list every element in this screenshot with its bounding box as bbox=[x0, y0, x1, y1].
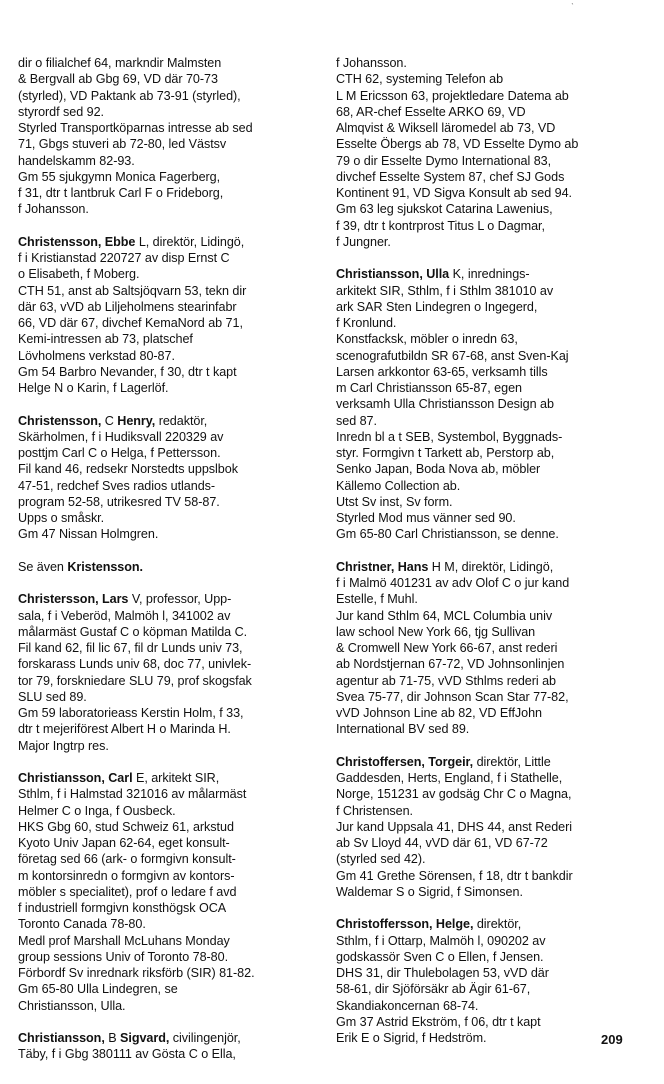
entry-text: CTH 62, systeming Telefon ab bbox=[336, 72, 504, 87]
entry-text: E, arkitekt SIR, bbox=[132, 771, 220, 785]
text-line bbox=[336, 559, 642, 575]
text-line bbox=[18, 250, 320, 266]
entry-text: (styrled), VD Paktank ab 73-91 (styrled), bbox=[18, 88, 241, 103]
text-line bbox=[18, 88, 320, 104]
text-line bbox=[18, 315, 320, 331]
text-line bbox=[336, 575, 642, 591]
text-line bbox=[336, 88, 642, 104]
entry-text: Gm 41 Grethe Sörensen, f 18, dtr t bankdir bbox=[336, 868, 573, 883]
text-line bbox=[18, 916, 320, 932]
text-line bbox=[336, 104, 642, 120]
entry-name: Henry, bbox=[117, 413, 156, 428]
entry-text: verksamh Ulla Christiansson Design ab bbox=[336, 397, 554, 412]
text-line bbox=[336, 689, 642, 705]
text-line bbox=[18, 689, 320, 705]
text-line bbox=[18, 169, 320, 185]
text-line bbox=[18, 868, 320, 884]
entry-text: Gm 59 laboratorieass Kerstin Holm, f 33, bbox=[18, 706, 244, 720]
entry-text: Gm 47 Nissan Holmgren. bbox=[18, 527, 159, 542]
text-line bbox=[336, 656, 642, 672]
entry-text: Gm 54 Barbro Nevander, f 30, dtr t kapt bbox=[18, 364, 237, 379]
entry-text: Norge, 151231 av godsäg Chr C o Magna, bbox=[336, 787, 572, 802]
entry-text: Kemi-intressen ab 73, platschef bbox=[18, 332, 193, 347]
text-line bbox=[336, 331, 642, 347]
text-line bbox=[336, 770, 642, 786]
text-line bbox=[18, 591, 320, 607]
entry-name: Christiansson, Carl bbox=[18, 771, 133, 785]
entry-text: Utst Sv inst, Sv form. bbox=[336, 494, 453, 509]
entry-text: Esselte Öbergs ab 78, VD Esselte Dymo ab bbox=[336, 137, 579, 152]
biography-entry bbox=[336, 266, 642, 542]
text-line bbox=[336, 234, 642, 250]
entry-text: Täby, f i Gbg 380111 av Gösta C o Ella, bbox=[18, 1047, 236, 1062]
text-line bbox=[336, 608, 642, 624]
biography-entry bbox=[18, 234, 320, 397]
entry-text: V, professor, Upp- bbox=[128, 592, 232, 607]
text-line bbox=[336, 868, 642, 884]
text-line bbox=[336, 478, 642, 494]
text-line bbox=[336, 169, 642, 185]
text-line bbox=[18, 234, 320, 250]
entry-text: sed 87. bbox=[336, 413, 377, 428]
entry-text: Styrled Mod mus vänner sed 90. bbox=[336, 511, 516, 525]
entry-text: Upps o småskr. bbox=[18, 511, 105, 525]
text-line bbox=[336, 819, 642, 835]
text-line bbox=[18, 348, 320, 364]
entry-text: redaktör, bbox=[155, 413, 208, 428]
entry-text: K, inrednings- bbox=[449, 267, 530, 282]
entry-text: Fil kand 62, fil lic 67, fil dr Lunds univ 73, bbox=[18, 641, 243, 655]
text-line bbox=[18, 120, 320, 136]
entry-text: Lövholmens verkstad 80-87. bbox=[18, 348, 175, 363]
text-line bbox=[336, 640, 642, 656]
entry-text: styr. Formgivn t Tarkett ab, Perstorp ab, bbox=[336, 446, 555, 460]
entry-text: Larsen arkkontor 63-65, verksamh tills bbox=[336, 364, 548, 379]
entry-text: Källemo Collection ab. bbox=[336, 478, 461, 493]
entry-text: Helmer C o Inga, f Ousbeck. bbox=[18, 803, 176, 818]
right-column bbox=[336, 55, 642, 1063]
entry-text: (styrled sed 42). bbox=[336, 852, 426, 867]
biography-entry bbox=[18, 55, 320, 218]
entry-text: Sthlm, f i Halmstad 321016 av målarmäst bbox=[18, 787, 247, 802]
entry-text: agentur ab 71-75, vVD Sthlms rederi ab bbox=[336, 673, 557, 688]
biography-entry bbox=[336, 55, 642, 250]
entry-text: Senko Japan, Boda Nova ab, möbler bbox=[336, 462, 541, 477]
text-line bbox=[336, 851, 642, 867]
text-line bbox=[18, 429, 320, 445]
entry-text: Helge N o Karin, f Lagerlöf. bbox=[18, 381, 169, 395]
text-line bbox=[18, 640, 320, 656]
entry-text: CTH 51, anst ab Saltsjöqvarn 53, tekn dir bbox=[18, 283, 247, 298]
entry-text: posttjm Carl C o Helga, f Pettersson. bbox=[18, 446, 221, 460]
entry-text: f Johansson. bbox=[336, 56, 407, 70]
entry-text: DHS 31, dir Thulebolagen 53, vVD där bbox=[336, 966, 549, 980]
biography-entry bbox=[18, 770, 320, 1014]
entry-name: Christoffersson, Helge, bbox=[336, 917, 474, 932]
text-line bbox=[18, 819, 320, 835]
text-line bbox=[18, 884, 320, 900]
text-line bbox=[336, 754, 642, 770]
entry-text: Almqvist & Wiksell läromedel ab 73, VD bbox=[336, 121, 556, 135]
entry-text: 47-51, redchef Sves radios utlands- bbox=[18, 478, 216, 493]
entry-text: Christiansson, Ulla. bbox=[18, 998, 126, 1013]
text-line bbox=[18, 835, 320, 851]
biography-entry bbox=[336, 916, 642, 1046]
entry-text: godskassör Sven C o Ellen, f Jensen. bbox=[336, 949, 544, 964]
entry-text: Waldemar S o Sigrid, f Simonsen. bbox=[336, 884, 523, 899]
entry-text: Estelle, f Muhl. bbox=[336, 592, 418, 607]
text-line bbox=[336, 721, 642, 737]
entry-text: direktör, bbox=[473, 917, 522, 932]
entry-text: & Cromwell New York 66-67, anst rederi bbox=[336, 641, 558, 655]
entry-text: 79 o dir Esselte Dymo International 83, bbox=[336, 153, 552, 168]
text-line bbox=[18, 900, 320, 916]
text-line bbox=[18, 331, 320, 347]
entry-text: Sthlm, f i Ottarp, Malmöh l, 090202 av bbox=[336, 933, 546, 948]
entry-name: Christner, Hans bbox=[336, 559, 429, 574]
text-line bbox=[18, 266, 320, 282]
entry-text: program 52-58, utrikesred TV 58-87. bbox=[18, 494, 220, 509]
biography-entry bbox=[18, 559, 320, 575]
text-line bbox=[336, 120, 642, 136]
entry-text: Svea 75-77, dir Johnson Scan Star 77-82, bbox=[336, 689, 569, 704]
text-line bbox=[18, 998, 320, 1014]
entry-text: Toronto Canada 78-80. bbox=[18, 917, 146, 932]
text-line bbox=[18, 413, 320, 429]
entry-text: m kontorsinredn o formgivn av kontors- bbox=[18, 868, 235, 883]
text-line bbox=[18, 933, 320, 949]
corner-mark: ˋ bbox=[571, 2, 574, 12]
entry-text: group sessions Univ of Toronto 78-80. bbox=[18, 949, 229, 964]
entry-text: f 31, dtr t lantbruk Carl F o Frideborg, bbox=[18, 186, 224, 200]
text-line bbox=[18, 656, 320, 672]
entry-text: scenografutbildn SR 67-68, anst Sven-Kaj bbox=[336, 348, 569, 363]
text-line bbox=[336, 413, 642, 429]
text-line bbox=[336, 445, 642, 461]
text-line bbox=[18, 461, 320, 477]
text-line bbox=[18, 949, 320, 965]
text-line bbox=[336, 998, 642, 1014]
text-line bbox=[18, 494, 320, 510]
entry-text: Major Ingtrp res. bbox=[18, 738, 109, 753]
entry-text: Gm 65-80 Ulla Lindegren, se bbox=[18, 982, 178, 997]
entry-text: sala, f i Veberöd, Malmöh l, 341002 av bbox=[18, 608, 231, 623]
text-line bbox=[336, 218, 642, 234]
text-line bbox=[336, 153, 642, 169]
text-line bbox=[18, 380, 320, 396]
text-line bbox=[336, 380, 642, 396]
entry-text: Konstfacksk, möbler o inredn 63, bbox=[336, 332, 518, 347]
entry-text: Erik E o Sigrid, f Hedström. bbox=[336, 1031, 487, 1045]
entry-text: Jur kand Uppsala 41, DHS 44, anst Rederi bbox=[336, 819, 573, 834]
text-line bbox=[336, 315, 642, 331]
entry-name: Christiansson, Ulla bbox=[336, 267, 450, 282]
entry-text: Gm 37 Astrid Ekström, f 06, dtr t kapt bbox=[336, 1014, 541, 1029]
entry-name: Christensson, bbox=[18, 413, 102, 428]
entry-text: Styrled Transportköparnas intresse ab sed bbox=[18, 121, 253, 135]
entry-text: f i Kristianstad 220727 av disp Ernst C bbox=[18, 251, 230, 265]
entry-text: målarmäst Gustaf C o köpman Matilda C. bbox=[18, 624, 248, 639]
entry-text: f Johansson. bbox=[18, 202, 89, 217]
entry-text: handelskamm 82-93. bbox=[18, 153, 135, 168]
text-line bbox=[336, 364, 642, 380]
text-line bbox=[18, 136, 320, 152]
entry-text: f Jungner. bbox=[336, 234, 391, 249]
entry-text: HKS Gbg 60, stud Schweiz 61, arkstud bbox=[18, 819, 234, 834]
entry-text: o Elisabeth, f Moberg. bbox=[18, 267, 140, 282]
text-line bbox=[18, 559, 320, 575]
entry-text: företag sed 66 (ark- o formgivn konsult- bbox=[18, 852, 236, 867]
text-line bbox=[336, 396, 642, 412]
text-line bbox=[18, 673, 320, 689]
text-line bbox=[336, 981, 642, 997]
entry-name: Christensson, Ebbe bbox=[18, 234, 136, 249]
entry-name: Kristensson. bbox=[67, 559, 143, 574]
text-line bbox=[18, 526, 320, 542]
text-line bbox=[336, 348, 642, 364]
text-line bbox=[336, 266, 642, 282]
entry-text: dir o filialchef 64, markndir Malmsten bbox=[18, 56, 222, 70]
entry-name: Christiansson, bbox=[18, 1031, 105, 1045]
text-line bbox=[18, 104, 320, 120]
text-line bbox=[18, 786, 320, 802]
text-line bbox=[336, 494, 642, 510]
entry-text: L, direktör, Lidingö, bbox=[135, 234, 245, 249]
entry-text: Kontinent 91, VD Sigva Konsult ab sed 94. bbox=[336, 186, 572, 200]
entry-text: vVD Johnson Line ab 82, VD EffJohn bbox=[336, 706, 542, 720]
text-line bbox=[18, 1030, 320, 1046]
entry-text: möbler s specialitet), prof o ledare f avd bbox=[18, 884, 237, 899]
entry-text: forskarass Lunds univ 68, doc 77, univlek- bbox=[18, 657, 252, 672]
entry-text: Förbordf Sv inrednark riksförb (SIR) 81-82. bbox=[18, 966, 255, 980]
entry-name: Christoffersen, Torgeir, bbox=[336, 754, 474, 769]
entry-text: Se även bbox=[18, 559, 68, 574]
text-line bbox=[18, 624, 320, 640]
entry-text: divchef Esselte System 87, chef SJ Gods bbox=[336, 169, 565, 184]
text-line bbox=[18, 851, 320, 867]
text-line bbox=[336, 949, 642, 965]
entry-name: Christersson, Lars bbox=[18, 592, 129, 607]
page-number: 209 bbox=[601, 1032, 623, 1047]
entry-text: Gm 65-80 Carl Christiansson, se denne. bbox=[336, 527, 559, 542]
entry-text: Skandiakoncernan 68-74. bbox=[336, 998, 479, 1013]
entry-text: ab Sv Lloyd 44, vVD där 61, VD 67-72 bbox=[336, 836, 548, 850]
entry-text: civilingenjör, bbox=[169, 1031, 241, 1045]
entry-text: Inredn bl a t SEB, Systembol, Byggnads- bbox=[336, 429, 563, 444]
entry-text: ark SAR Sten Lindegren o Ingegerd, bbox=[336, 299, 538, 314]
biography-entry bbox=[18, 1030, 320, 1063]
text-line bbox=[18, 981, 320, 997]
text-line bbox=[336, 283, 642, 299]
text-line bbox=[18, 283, 320, 299]
entry-text: Fil kand 46, redsekr Norstedts uppslbok bbox=[18, 462, 238, 477]
text-line bbox=[336, 673, 642, 689]
text-line bbox=[336, 461, 642, 477]
entry-text: law school New York 66, tjg Sullivan bbox=[336, 624, 536, 639]
text-line bbox=[336, 965, 642, 981]
text-line bbox=[18, 299, 320, 315]
text-line bbox=[336, 884, 642, 900]
entry-text: C bbox=[101, 413, 118, 428]
text-line bbox=[18, 738, 320, 754]
text-line bbox=[18, 364, 320, 380]
entry-text: direktör, Little bbox=[473, 754, 551, 769]
text-line bbox=[336, 705, 642, 721]
text-line bbox=[336, 786, 642, 802]
entry-text: Gm 55 sjukgymn Monica Fagerberg, bbox=[18, 169, 221, 184]
entry-text: International BV sed 89. bbox=[336, 722, 470, 737]
text-line bbox=[336, 510, 642, 526]
entry-text: B bbox=[104, 1031, 121, 1045]
entry-text: Gaddesden, Herts, England, f i Stathelle, bbox=[336, 771, 563, 785]
entry-text: 71, Gbgs stuveri ab 72-80, led Västsv bbox=[18, 137, 227, 152]
entry-text: 66, VD där 67, divchef KemaNord ab 71, bbox=[18, 316, 243, 330]
text-line bbox=[336, 71, 642, 87]
entry-text: f Christensen. bbox=[336, 803, 413, 818]
entry-text: f industriell formgivn konsthögsk OCA bbox=[18, 901, 227, 915]
text-line bbox=[336, 201, 642, 217]
text-line bbox=[336, 55, 642, 71]
entry-text: där 63, vVD ab Liljeholmens stearinfabr bbox=[18, 299, 237, 314]
entry-text: SLU sed 89. bbox=[18, 689, 87, 704]
text-line bbox=[18, 705, 320, 721]
text-line bbox=[336, 933, 642, 949]
text-line bbox=[336, 299, 642, 315]
entry-text: Kyoto Univ Japan 62-64, eget konsult- bbox=[18, 836, 230, 850]
text-line bbox=[336, 916, 642, 932]
entry-text: m Carl Christiansson 65-87, egen bbox=[336, 381, 522, 395]
biography-entry bbox=[18, 413, 320, 543]
text-line bbox=[336, 835, 642, 851]
entry-text: styrordf sed 92. bbox=[18, 104, 104, 119]
entry-text: tor 79, forskniedare SLU 79, prof skogsfak bbox=[18, 673, 252, 688]
entry-text: ab Nordstjernan 67-72, VD Johnsonlinjen bbox=[336, 657, 565, 672]
text-line bbox=[18, 445, 320, 461]
text-line bbox=[18, 803, 320, 819]
text-line bbox=[18, 55, 320, 71]
entry-text: f 39, dtr t kontrprost Titus L o Dagmar, bbox=[336, 218, 545, 233]
text-line bbox=[336, 624, 642, 640]
entry-text: f i Malmö 401231 av adv Olof C o jur kand bbox=[336, 576, 570, 590]
text-line bbox=[336, 185, 642, 201]
text-line bbox=[18, 770, 320, 786]
text-line bbox=[336, 136, 642, 152]
entry-text: Jur kand Sthlm 64, MCL Columbia univ bbox=[336, 608, 553, 623]
entry-text: Medl prof Marshall McLuhans Monday bbox=[18, 933, 230, 948]
text-line bbox=[18, 965, 320, 981]
text-line bbox=[18, 71, 320, 87]
biography-entry bbox=[336, 559, 642, 738]
entry-name: Sigvard, bbox=[120, 1031, 170, 1045]
entry-text: f Kronlund. bbox=[336, 316, 397, 330]
entry-text: L M Ericsson 63, projektledare Datema ab bbox=[336, 88, 569, 103]
text-line bbox=[336, 803, 642, 819]
biography-entry bbox=[18, 591, 320, 754]
text-line bbox=[18, 478, 320, 494]
text-line bbox=[18, 721, 320, 737]
text-line bbox=[336, 1030, 642, 1046]
text-line bbox=[18, 608, 320, 624]
text-line bbox=[18, 201, 320, 217]
entry-text: dtr t mejeriförest Albert H o Marinda H. bbox=[18, 722, 231, 737]
text-line bbox=[336, 1014, 642, 1030]
biography-entry bbox=[336, 754, 642, 900]
entry-text: & Bergvall ab Gbg 69, VD där 70-73 bbox=[18, 72, 218, 87]
left-column bbox=[18, 55, 320, 1079]
text-line bbox=[336, 526, 642, 542]
text-line bbox=[18, 1046, 320, 1062]
entry-text: arkitekt SIR, Sthlm, f i Sthlm 381010 av bbox=[336, 283, 554, 298]
text-line bbox=[336, 591, 642, 607]
text-line bbox=[18, 185, 320, 201]
text-line bbox=[18, 510, 320, 526]
text-line bbox=[336, 429, 642, 445]
text-line bbox=[18, 153, 320, 169]
entry-text: Gm 63 leg sjukskot Catarina Lawenius, bbox=[336, 202, 553, 217]
entry-text: H M, direktör, Lidingö, bbox=[428, 559, 554, 574]
entry-text: 68, AR-chef Esselte ARKO 69, VD bbox=[336, 104, 526, 119]
entry-text: Skärholmen, f i Hudiksvall 220329 av bbox=[18, 429, 224, 444]
entry-text: 58-61, dir Sjöförsäkr ab Ägir 61-67, bbox=[336, 982, 531, 997]
